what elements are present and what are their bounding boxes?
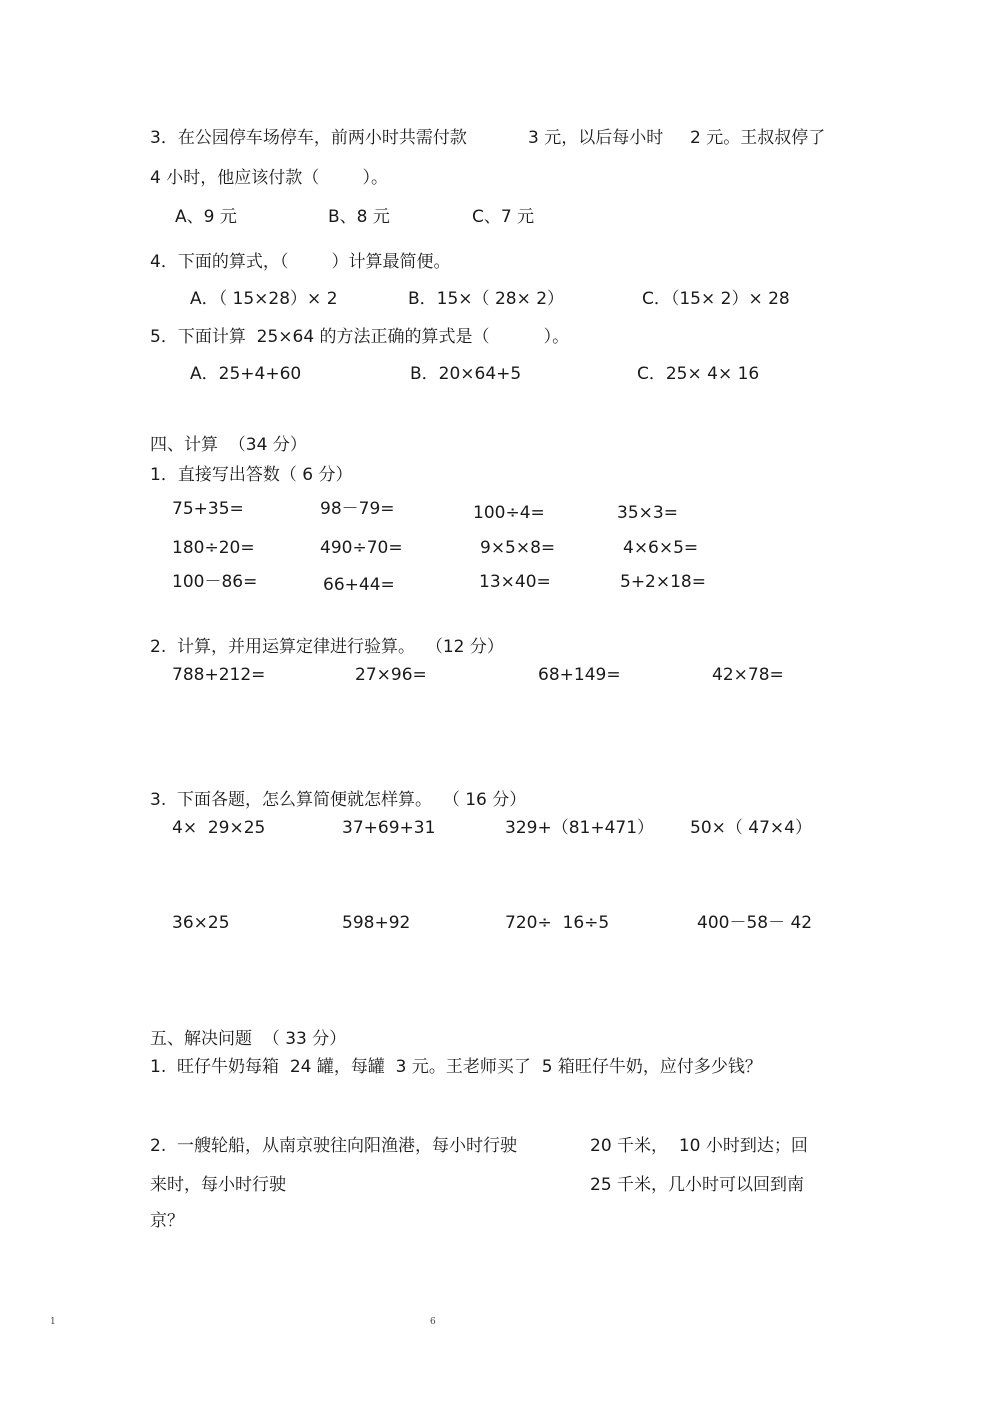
oral-calc-item: 100－86=: [172, 572, 258, 592]
problem-2-line1b: 20 千米， 10 小时到达；回: [590, 1136, 808, 1156]
verify-calc-item: 27×96=: [355, 665, 427, 685]
simplify-calc-item: 329+（81+471）: [505, 818, 655, 838]
section4-part3-title: 3. 下面各题，怎么算简便就怎样算。 （ 16 分）: [150, 790, 527, 810]
oral-calc-item: 98－79=: [320, 499, 395, 519]
problem-2-line1a: 2. 一艘轮船，从南京驶往向阳渔港，每小时行驶: [150, 1136, 518, 1156]
problem-2-line3: 京？: [150, 1211, 184, 1231]
verify-calc-item: 788+212=: [172, 665, 266, 685]
q3-price2: 2 元。王叔叔停了: [690, 128, 826, 148]
simplify-calc-item: 4× 29×25: [172, 818, 266, 838]
simplify-calc-item: 720÷ 16÷5: [505, 913, 610, 933]
section4-title: 四、计算 （34 分）: [150, 435, 307, 455]
section4-part2-title: 2. 计算，并用运算定律进行验算。 （12 分）: [150, 637, 504, 657]
q5-option-b: B．20×64+5: [410, 364, 522, 384]
page-number: 6: [430, 1317, 436, 1327]
oral-calc-item: 75+35=: [172, 499, 244, 519]
simplify-calc-item: 50×（ 47×4）: [690, 818, 812, 838]
section4-part1-title: 1．直接写出答数（ 6 分）: [150, 465, 353, 485]
oral-calc-item: 490÷70=: [320, 538, 403, 558]
oral-calc-item: 100÷4=: [473, 503, 545, 523]
oral-calc-item: 13×40=: [479, 572, 551, 592]
q3-option-c: C、7 元: [472, 207, 535, 227]
q3-line1: 3．在公园停车场停车，前两小时共需付款: [150, 128, 467, 148]
section5-title: 五、解决问题 （ 33 分）: [150, 1029, 347, 1049]
q3-price1: 3 元，以后每小时: [528, 128, 664, 148]
q3-option-a: A、9 元: [175, 207, 237, 227]
simplify-calc-item: 36×25: [172, 913, 230, 933]
simplify-calc-item: 400－58－ 42: [697, 913, 813, 933]
simplify-calc-item: 598+92: [342, 913, 411, 933]
simplify-calc-item: 37+69+31: [342, 818, 436, 838]
problem-2-line2b: 25 千米，几小时可以回到南: [590, 1175, 805, 1195]
problem-2-line2a: 来时，每小时行驶: [150, 1175, 286, 1195]
q4-stem: 4．下面的算式，（ ）计算最简便。: [150, 252, 451, 272]
q5-stem: 5．下面计算 25×64 的方法正确的算式是（ ）。: [150, 327, 570, 347]
q4-option-c: C．（15× 2）× 28: [642, 289, 790, 309]
q5-option-c: C．25× 4× 16: [637, 364, 760, 384]
q4-option-b: B．15×（ 28× 2）: [408, 289, 565, 309]
q3-line2: 4 小时，他应该付款（ ）。: [150, 168, 388, 188]
oral-calc-item: 66+44=: [323, 575, 395, 595]
q3-option-b: B、8 元: [328, 207, 390, 227]
verify-calc-item: 42×78=: [712, 665, 784, 685]
footer-left-mark: 1: [50, 1317, 56, 1327]
oral-calc-item: 180÷20=: [172, 538, 255, 558]
q4-option-a: A．（ 15×28）× 2: [190, 289, 338, 309]
oral-calc-item: 35×3=: [617, 503, 678, 523]
verify-calc-item: 68+149=: [538, 665, 621, 685]
oral-calc-item: 5+2×18=: [620, 572, 706, 592]
q5-option-a: A．25+4+60: [190, 364, 302, 384]
problem-1: 1. 旺仔牛奶每箱 24 罐，每罐 3 元。王老师买了 5 箱旺仔牛奶，应付多少钱？: [150, 1057, 762, 1077]
oral-calc-item: 4×6×5=: [623, 538, 699, 558]
oral-calc-item: 9×5×8=: [480, 538, 556, 558]
